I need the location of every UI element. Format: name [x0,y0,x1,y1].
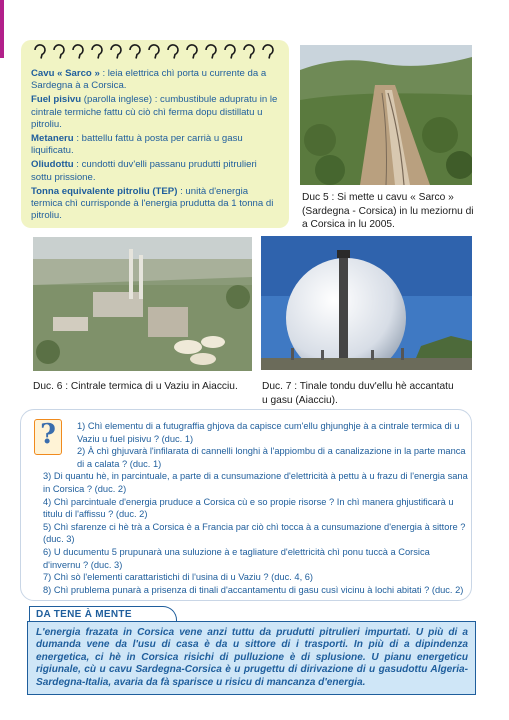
question-item: 2) À chì ghjuvarà l'infilarata di cannelli longhi à l'appiombu di a canalizazione in la parte manca di a calata ? (duc. 1) [77,446,466,469]
question-item: 7) Chì sò l'elementi carattaristichi di l'usina di u Vaziu ? (duc. 4, 6) [43,572,314,583]
questions-list [43,418,469,596]
caption-doc6: Duc. 6 : Cintrale termica di u Vaziu in Aiacciu. [33,381,238,392]
question-item: 5) Chì sfarenze ci hè trà a Corsica è a Francia par ciò chì tocca à a cunsumazione d'energia à sittore ? (duc. 3) [43,521,466,545]
remember-box [27,621,476,695]
glossary-entry-fuel [31,94,279,131]
glossary-def: : cundotti duv'elli passanu prudutti pitrulieri sottu prissione. [31,159,257,183]
page-edge-bar [0,0,4,58]
question-item: 4) Chì parcintuale d'energia pruduce a Corsica cù e so propie risorse ? In chì manera ghjustificarà u titulu di l'affissu ? (duc. 2) [43,496,454,520]
glossary-entry-tep [31,186,279,223]
glossary-term: Oliudottu [31,159,74,171]
glossary-term: Tonna equivalente pitroliu (TEP) [31,185,178,197]
glossary-def: : unità d'energia termica chì currisponde à l'energia prudutta da 1 tonna di pitroliu. [31,185,274,222]
question-item: 6) U ducumentu 5 prupunarà una suluzione à e tagliature d'elettricità chì ponu tuccà a Corsica d'invernu ? (duc. 3) [43,546,430,570]
remember-title: DA TENE À MENTE [29,606,177,622]
glossary-text [31,68,279,224]
question-item: 1) Chì elementu di a futugraffia ghjova da capisce cum'ellu ghjunghje à a cintrale termica di u Vaziu u fuel pisivu ? (duc. 1) [77,421,460,444]
caption-doc7: Duc. 7 : Tinale tondu duv'ellu hè accantatu u gasu (Aiacciu). [262,381,454,406]
glossary-def: : cumbustibule adupratu in le cintrale termiche fattu cù ciò chì ferma dopu distillatu u pitroliu. [31,94,278,130]
glossary-box [21,40,289,228]
photo-gas-tank [261,236,472,370]
glossary-def: : leia elettrica chì porta u currente da a Sardegna à a Corsica. [31,68,267,92]
glossary-entry-cavu [31,68,279,92]
questions-box [20,409,472,601]
photo-cable-sarco [300,45,472,185]
glossary-term: Fuel pisivu [31,94,82,106]
binder-spiral-icon [31,38,281,60]
glossary-entry-oliudottu [31,159,279,183]
photo-power-plant [33,237,252,371]
glossary-def: : battellu fattu à posta per carrià u gasu liquificatu. [31,133,243,157]
question-mark-icon: ? [34,419,62,455]
question-item: 3) Di quantu hè, in parcintuale, a parte di a cunsumazione d'elettricità à pettu à u frazu di l'energia sana in Corsica ? (duc. 2) [43,471,468,494]
remember-text: L'energia frazata in Corsica vene anzi tuttu da prudutti pitrulieri impurtati. U più di a dumanda vene da l'usu di casa è da u sittore di i trasporti. In più di a dipindenza energetica, ci hè in Corsica risichi di pulluzione è di splusione. U pianu energeticu rigiunale, cù u cavu Sardegna-Corsica è u prugettu di dirivazione di u gasudottu Algeria-Sardegna-Italia, avaria da fà sparisce u risicu di mancanza d'energia. [36,627,468,688]
glossary-entry-metaneru [31,133,279,157]
glossary-term: Metaneru [31,133,74,145]
glossary-extra: (parolla inglese) [81,94,153,106]
caption-doc5: Duc 5 : Si mette u cavu « Sarco » (Sardegna - Corsica) in lu meziornu di a Corsica in lu 2005. [302,192,474,230]
glossary-term: Cavu « Sarco » [31,68,100,79]
question-item: 8) Chì prublema punarà a prisenza di tinali d'accantamentu di gasu cusì vicinu à lochi abitati ? (duc. 2) [43,584,464,595]
